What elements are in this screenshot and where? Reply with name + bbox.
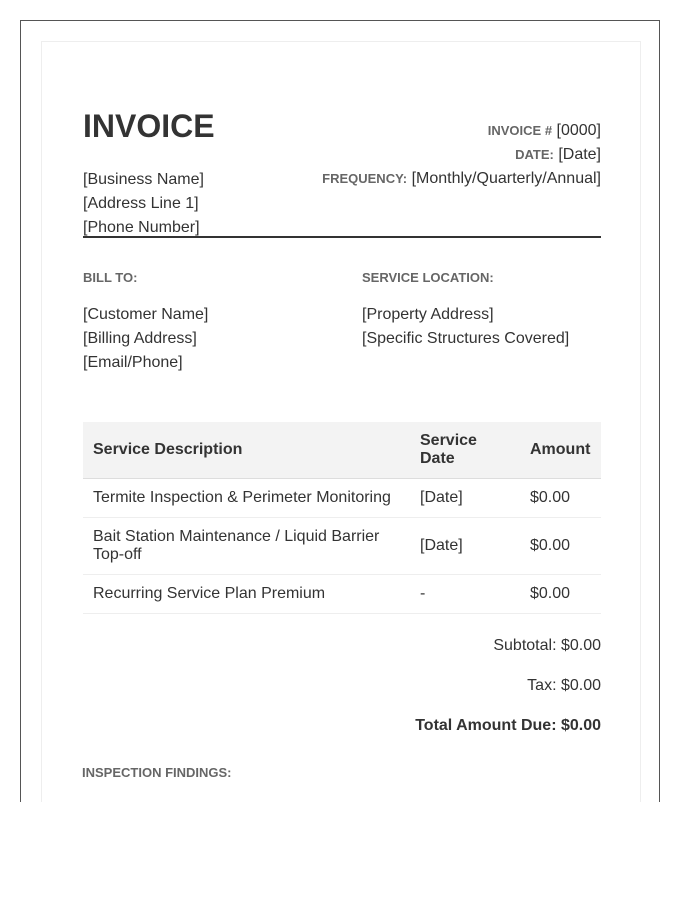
invoice-meta (322, 119, 601, 191)
parties-section (83, 238, 601, 422)
row-amount: $0.00 (520, 574, 601, 613)
row-amount: $0.00 (520, 517, 601, 574)
totals-section (83, 614, 601, 754)
service-location-heading: SERVICE LOCATION: (362, 270, 494, 285)
inspection-findings-heading: INSPECTION FINDINGS: (82, 765, 232, 780)
invoice-frequency-row (322, 167, 601, 191)
invoice-title: INVOICE (83, 108, 215, 144)
invoice-number-row (322, 119, 601, 143)
invoice-content (83, 82, 601, 754)
invoice-date-label: DATE: (515, 147, 554, 162)
header-amount: Amount (520, 422, 601, 478)
row-date: [Date] (410, 478, 520, 517)
table-header-row (83, 422, 601, 478)
row-description: Bait Station Maintenance / Liquid Barrier Top-off (83, 517, 410, 574)
tax: Tax: $0.00 (527, 676, 601, 694)
row-amount: $0.00 (520, 478, 601, 517)
table-row (83, 517, 601, 574)
row-date: - (410, 574, 520, 613)
header-service-description: Service Description (83, 422, 410, 478)
row-description: Termite Inspection & Perimeter Monitoring (83, 478, 410, 517)
business-info (83, 168, 204, 240)
invoice-sheet (41, 41, 641, 802)
business-phone: [Phone Number] (83, 219, 200, 236)
billing-address: [Billing Address] (83, 330, 197, 347)
invoice-number-label: INVOICE # (487, 123, 553, 138)
business-name: [Business Name] (83, 171, 204, 188)
table-row (83, 478, 601, 517)
header-service-date: Service Date (410, 422, 520, 478)
invoice-header (83, 82, 601, 236)
total-amount-due: Total Amount Due: $0.00 (415, 716, 601, 734)
table-row (83, 574, 601, 613)
row-description: Recurring Service Plan Premium (83, 574, 410, 613)
structures-covered: [Specific Structures Covered] (362, 330, 570, 347)
document-frame (20, 20, 660, 802)
invoice-date-row (322, 143, 601, 167)
service-location-lines (362, 303, 569, 351)
row-date: [Date] (410, 517, 520, 574)
bill-to-lines (83, 303, 208, 375)
customer-name: [Customer Name] (83, 306, 209, 323)
subtotal: Subtotal: $0.00 (493, 636, 601, 654)
invoice-frequency-value: [Monthly/Quarterly/Annual] (411, 170, 601, 187)
services-table (83, 422, 601, 614)
invoice-number-value: [0000] (556, 122, 601, 139)
business-address: [Address Line 1] (83, 195, 199, 212)
invoice-frequency-label: FREQUENCY: (322, 171, 408, 186)
customer-contact: [Email/Phone] (83, 354, 183, 371)
property-address: [Property Address] (362, 306, 494, 323)
invoice-date-value: [Date] (558, 146, 601, 163)
bill-to-heading: BILL TO: (83, 270, 138, 285)
